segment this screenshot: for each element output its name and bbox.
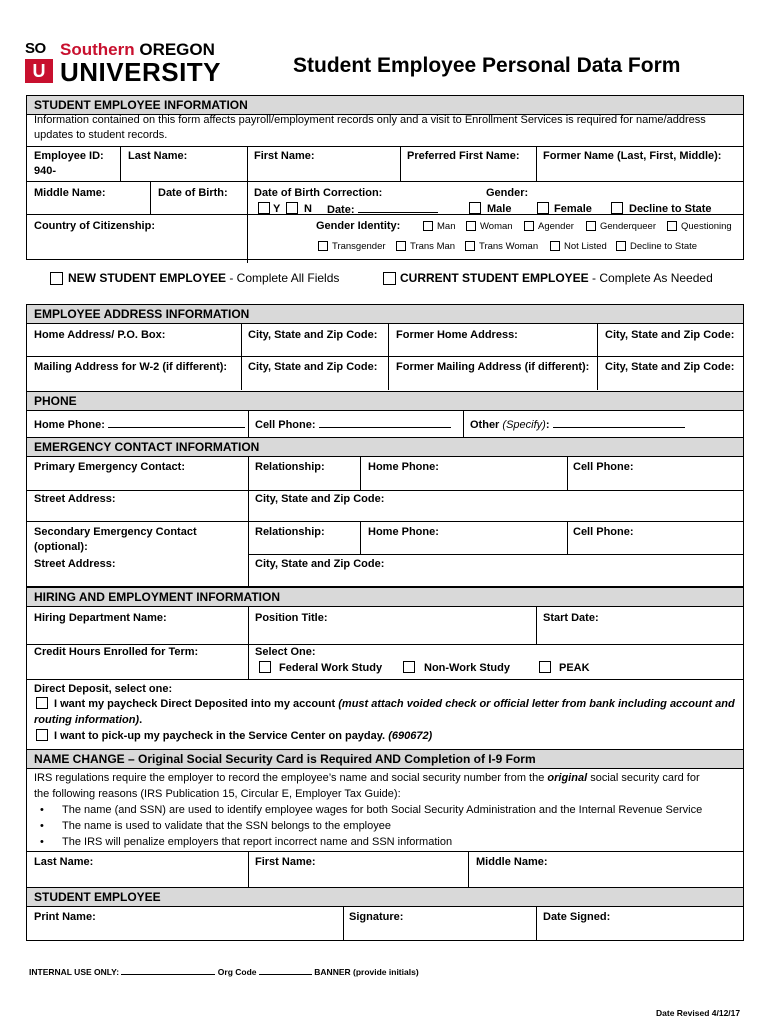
credit-hours-label: Credit Hours Enrolled for Term: — [34, 646, 199, 658]
peak-checkbox[interactable] — [539, 661, 551, 673]
identity-woman-label: Woman — [480, 221, 513, 232]
internal-use-line: INTERNAL USE ONLY: Org Code BANNER (provide initials) — [29, 967, 419, 977]
home-phone-field: Home Phone: — [34, 417, 245, 432]
name-change-intro-line1: IRS regulations require the employer to record the employee’s name and social security number from the original social security card for — [34, 772, 700, 784]
name-change-bullet: • The name is used to validate that the SSN belongs to the employee — [62, 818, 391, 834]
secondary-optional-label: (optional): — [34, 541, 88, 553]
former-name-label: Former Name (Last, First, Middle): — [543, 150, 722, 162]
non-work-study-label: Non-Work Study — [424, 662, 510, 674]
direct-deposit-label: Direct Deposit, select one: — [34, 683, 173, 695]
home-city-label: City, State and Zip Code: — [248, 329, 378, 341]
gender-decline-label: Decline to State — [629, 203, 712, 215]
emergency-heading: EMERGENCY CONTACT INFORMATION — [27, 437, 743, 457]
identity-not-listed-checkbox[interactable] — [550, 241, 560, 251]
section-heading: STUDENT EMPLOYEE INFORMATION — [27, 96, 743, 115]
start-date-label: Start Date: — [543, 612, 599, 624]
print-name-label: Print Name: — [34, 911, 96, 923]
gender-identity-label: Gender Identity: — [316, 220, 401, 232]
employee-id-prefix: 940- — [34, 165, 57, 177]
emergency-street-label: Street Address: — [34, 493, 116, 505]
identity-agender-checkbox[interactable] — [524, 221, 534, 231]
current-employee-checkbox[interactable] — [383, 272, 396, 285]
direct-deposit-option-cont: routing information). — [34, 714, 143, 726]
logo-u-mark: U — [25, 59, 53, 83]
student-info-note: Information contained on this form affects payroll/employment records only and a visit to Enrollment Services is required for name/address updates to student records. — [34, 114, 706, 141]
student-info-section — [26, 95, 744, 260]
university-logo — [25, 40, 247, 87]
dob-correction-yes-checkbox[interactable] — [258, 202, 270, 214]
former-home-address-label: Former Home Address: — [396, 329, 518, 341]
address-heading: EMPLOYEE ADDRESS INFORMATION — [27, 305, 743, 324]
non-work-study-checkbox[interactable] — [403, 661, 415, 673]
employee-id-label: Employee ID: — [34, 150, 104, 162]
name-change-bullet: • The IRS will penalize employers that report incorrect name and SSN information — [62, 834, 452, 850]
peak-label: PEAK — [559, 662, 590, 674]
secondary-cell-phone-label: Cell Phone: — [573, 526, 634, 538]
home-address-label: Home Address/ P.O. Box: — [34, 329, 166, 341]
former-mailing-address-label: Former Mailing Address (if different): — [396, 361, 590, 373]
federal-work-study-label: Federal Work Study — [279, 662, 383, 674]
other-phone-field: Other (Specify): — [470, 417, 685, 432]
logo-so: SO — [25, 40, 46, 57]
first-name-label: First Name: — [254, 150, 315, 162]
secondary-street-label: Street Address: — [34, 558, 116, 570]
identity-genderqueer-label: Genderqueer — [600, 221, 656, 232]
logo-line2: UNIVERSITY — [60, 57, 222, 87]
logo-line1: Southern OREGON — [60, 40, 215, 59]
cell-phone-field: Cell Phone: — [255, 417, 451, 432]
gender-male-checkbox[interactable] — [469, 202, 481, 214]
federal-work-study-checkbox[interactable] — [259, 661, 271, 673]
dob-correction-label: Date of Birth Correction: — [254, 187, 383, 199]
identity-agender-label: Agender — [538, 221, 574, 232]
dob-correction-yes-label: Y — [273, 203, 281, 215]
gender-female-label: Female — [554, 203, 592, 215]
mailing-city-label: City, State and Zip Code: — [248, 361, 378, 373]
identity-trans-man-checkbox[interactable] — [396, 241, 406, 251]
gender-female-checkbox[interactable] — [537, 202, 549, 214]
nc-first-name-label: First Name: — [255, 856, 316, 868]
hiring-dept-label: Hiring Department Name: — [34, 612, 167, 624]
mailing-address-label: Mailing Address for W-2 (if different): — [34, 361, 228, 373]
name-change-intro-line2: the following reasons (IRS Publication 15, Circular E, Employer Tax Guide): — [34, 788, 401, 800]
form-title: Student Employee Personal Data Form — [293, 54, 681, 77]
date-revised: Date Revised 4/12/17 — [656, 1008, 741, 1018]
emergency-cell-phone-label: Cell Phone: — [573, 461, 634, 473]
dob-label: Date of Birth: — [158, 187, 228, 199]
gender-label: Gender: — [486, 187, 529, 199]
gender-male-label: Male — [487, 203, 512, 215]
address-phone-emergency-section — [26, 304, 744, 587]
direct-deposit-option: I want my paycheck Direct Deposited into my account (must attach voided check or official letter from bank including account and — [54, 698, 735, 710]
hiring-namechange-signature-section — [26, 587, 744, 941]
middle-name-label: Middle Name: — [34, 187, 106, 199]
dob-correction-no-checkbox[interactable] — [286, 202, 298, 214]
preferred-first-name-label: Preferred First Name: — [407, 150, 520, 162]
identity-trans-woman-checkbox[interactable] — [465, 241, 475, 251]
identity-decline-label: Decline to State — [630, 241, 698, 252]
direct-deposit-checkbox[interactable] — [36, 697, 48, 709]
identity-questioning-label: Questioning — [681, 221, 732, 232]
secondary-city-label: City, State and Zip Code: — [255, 558, 385, 570]
hiring-heading: HIRING AND EMPLOYMENT INFORMATION — [27, 588, 743, 607]
select-one-label: Select One: — [255, 646, 316, 658]
position-title-label: Position Title: — [255, 612, 328, 624]
name-change-bullet: • The name (and SSN) are used to identify employee wages for both Social Security Administration and the Internal Revenue Service — [62, 802, 702, 818]
identity-questioning-checkbox[interactable] — [667, 221, 677, 231]
emergency-city-label: City, State and Zip Code: — [255, 493, 385, 505]
last-name-label: Last Name: — [128, 150, 188, 162]
identity-trans-man-label: Trans Man — [410, 241, 456, 252]
identity-transgender-label: Transgender — [332, 241, 386, 252]
paycheck-pickup-option: I want to pick-up my paycheck in the Service Center on payday. (690672) — [54, 730, 433, 742]
country-label: Country of Citizenship: — [34, 220, 155, 232]
primary-contact-label: Primary Emergency Contact: — [34, 461, 185, 473]
identity-transgender-checkbox[interactable] — [318, 241, 328, 251]
new-employee-checkbox[interactable] — [50, 272, 63, 285]
emergency-home-phone-label: Home Phone: — [368, 461, 439, 473]
secondary-home-phone-label: Home Phone: — [368, 526, 439, 538]
new-employee-label: NEW STUDENT EMPLOYEE - Complete All Fields — [68, 271, 340, 285]
student-employee-heading: STUDENT EMPLOYEE — [27, 887, 743, 907]
gender-decline-checkbox[interactable] — [611, 202, 623, 214]
dob-correction-no-label: N — [304, 203, 312, 215]
current-employee-label: CURRENT STUDENT EMPLOYEE - Complete As Needed — [400, 271, 713, 285]
identity-man-label: Man — [437, 221, 456, 232]
phone-heading: PHONE — [27, 391, 743, 411]
paycheck-pickup-checkbox[interactable] — [36, 729, 48, 741]
identity-trans-woman-label: Trans Woman — [479, 241, 539, 252]
nc-last-name-label: Last Name: — [34, 856, 94, 868]
signature-label: Signature: — [349, 911, 404, 923]
former-mailing-city-label: City, State and Zip Code: — [605, 361, 735, 373]
former-home-city-label: City, State and Zip Code: — [605, 329, 735, 341]
secondary-contact-label: Secondary Emergency Contact — [34, 526, 197, 538]
identity-not-listed-label: Not Listed — [564, 241, 607, 252]
identity-decline-checkbox[interactable] — [616, 241, 626, 251]
relationship2-label: Relationship: — [255, 526, 325, 538]
dob-correction-date: Date: — [327, 202, 438, 217]
relationship-label: Relationship: — [255, 461, 325, 473]
identity-woman-checkbox[interactable] — [466, 221, 476, 231]
nc-middle-name-label: Middle Name: — [476, 856, 548, 868]
identity-man-checkbox[interactable] — [423, 221, 433, 231]
name-change-heading: NAME CHANGE – Original Social Security Card is Required AND Completion of I-9 Form — [27, 749, 743, 769]
date-signed-label: Date Signed: — [543, 911, 611, 923]
identity-genderqueer-checkbox[interactable] — [586, 221, 596, 231]
